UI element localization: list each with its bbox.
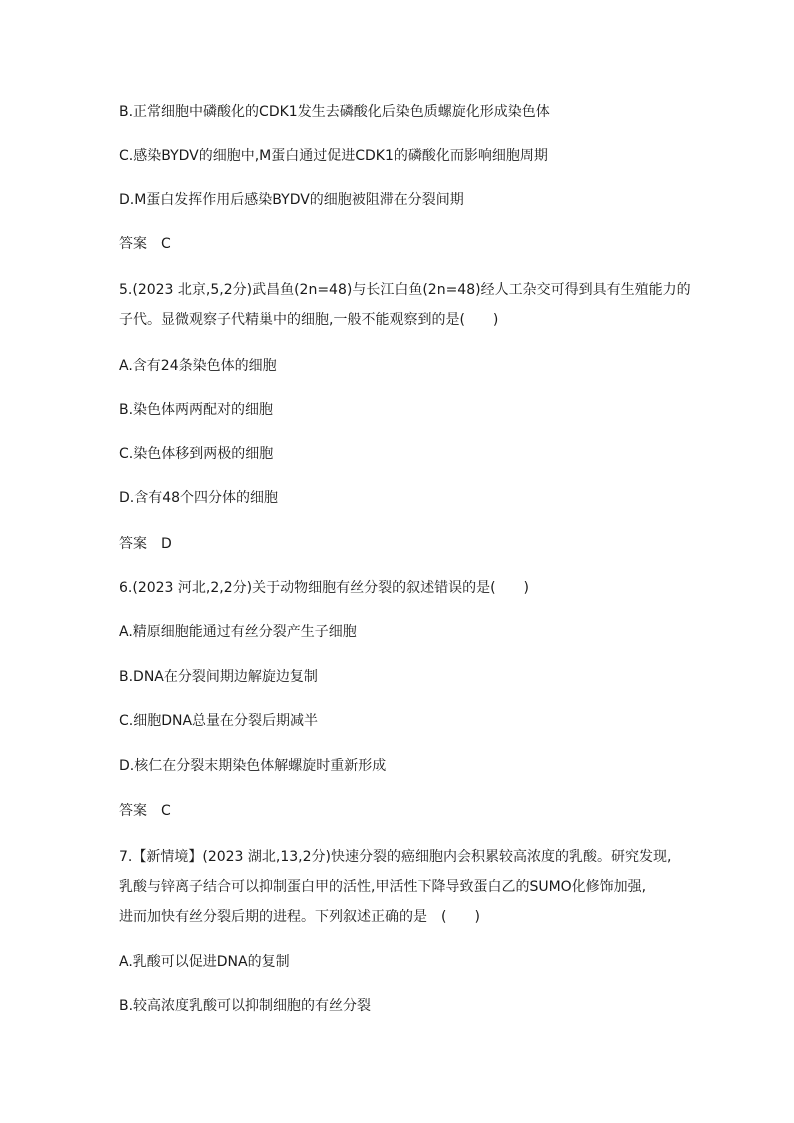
answer-label: 答案 bbox=[119, 803, 147, 819]
q7-tag: 7.【新情境】 bbox=[119, 849, 203, 865]
q6-option-b: B.DNA在分裂间期边解旋边复制 bbox=[119, 669, 318, 685]
answer-value: C bbox=[161, 803, 171, 819]
q6-answer bbox=[119, 801, 714, 821]
q5-option-a: A.含有24条染色体的细胞 bbox=[119, 358, 277, 374]
q7-stem-line1 bbox=[119, 847, 714, 867]
q5-stem-line1: 5.(2023 北京,5,2分)武昌鱼(2n=48)与长江白鱼(2n=48)经人工杂交可得到具有生殖能力的 bbox=[119, 282, 691, 298]
q7-stem-line3: 进而加快有丝分裂后期的进程。下列叙述正确的是 ( ) bbox=[119, 909, 480, 925]
q4-option-c: C.感染BYDV的细胞中,M蛋白通过促进CDK1的磷酸化而影响细胞周期 bbox=[119, 148, 548, 164]
q4-option-b: B.正常细胞中磷酸化的CDK1发生去磷酸化后染色质螺旋化形成染色体 bbox=[119, 104, 550, 120]
q7-option-b: B.较高浓度乳酸可以抑制细胞的有丝分裂 bbox=[119, 998, 372, 1014]
q6-option-d: D.核仁在分裂末期染色体解螺旋时重新形成 bbox=[119, 758, 387, 774]
q4-option-d: D.M蛋白发挥作用后感染BYDV的细胞被阻滞在分裂间期 bbox=[119, 192, 464, 208]
answer-value: C bbox=[161, 236, 171, 252]
q7-option-a: A.乳酸可以促进DNA的复制 bbox=[119, 954, 290, 970]
q7-stem-line1-text: (2023 湖北,13,2分)快速分裂的癌细胞内会积累较高浓度的乳酸。研究发现, bbox=[202, 849, 672, 865]
q5-answer bbox=[119, 534, 714, 554]
answer-label: 答案 bbox=[119, 536, 147, 552]
q6-option-a: A.精原细胞能通过有丝分裂产生子细胞 bbox=[119, 624, 357, 640]
q5-stem-line2: 子代。显微观察子代精巢中的细胞,一般不能观察到的是( ) bbox=[119, 312, 499, 328]
q5-option-b: B.染色体两两配对的细胞 bbox=[119, 402, 274, 418]
q5-option-c: C.染色体移到两极的细胞 bbox=[119, 446, 274, 462]
q6-stem: 6.(2023 河北,2,2分)关于动物细胞有丝分裂的叙述错误的是( ) bbox=[119, 580, 529, 596]
q6-option-c: C.细胞DNA总量在分裂后期减半 bbox=[119, 713, 319, 729]
q5-option-d: D.含有48个四分体的细胞 bbox=[119, 490, 279, 506]
answer-value: D bbox=[161, 536, 172, 552]
answer-label: 答案 bbox=[119, 236, 147, 252]
q4-answer bbox=[119, 234, 714, 254]
q7-stem-line2: 乳酸与锌离子结合可以抑制蛋白甲的活性,甲活性下降导致蛋白乙的SUMO化修饰加强, bbox=[119, 879, 647, 895]
